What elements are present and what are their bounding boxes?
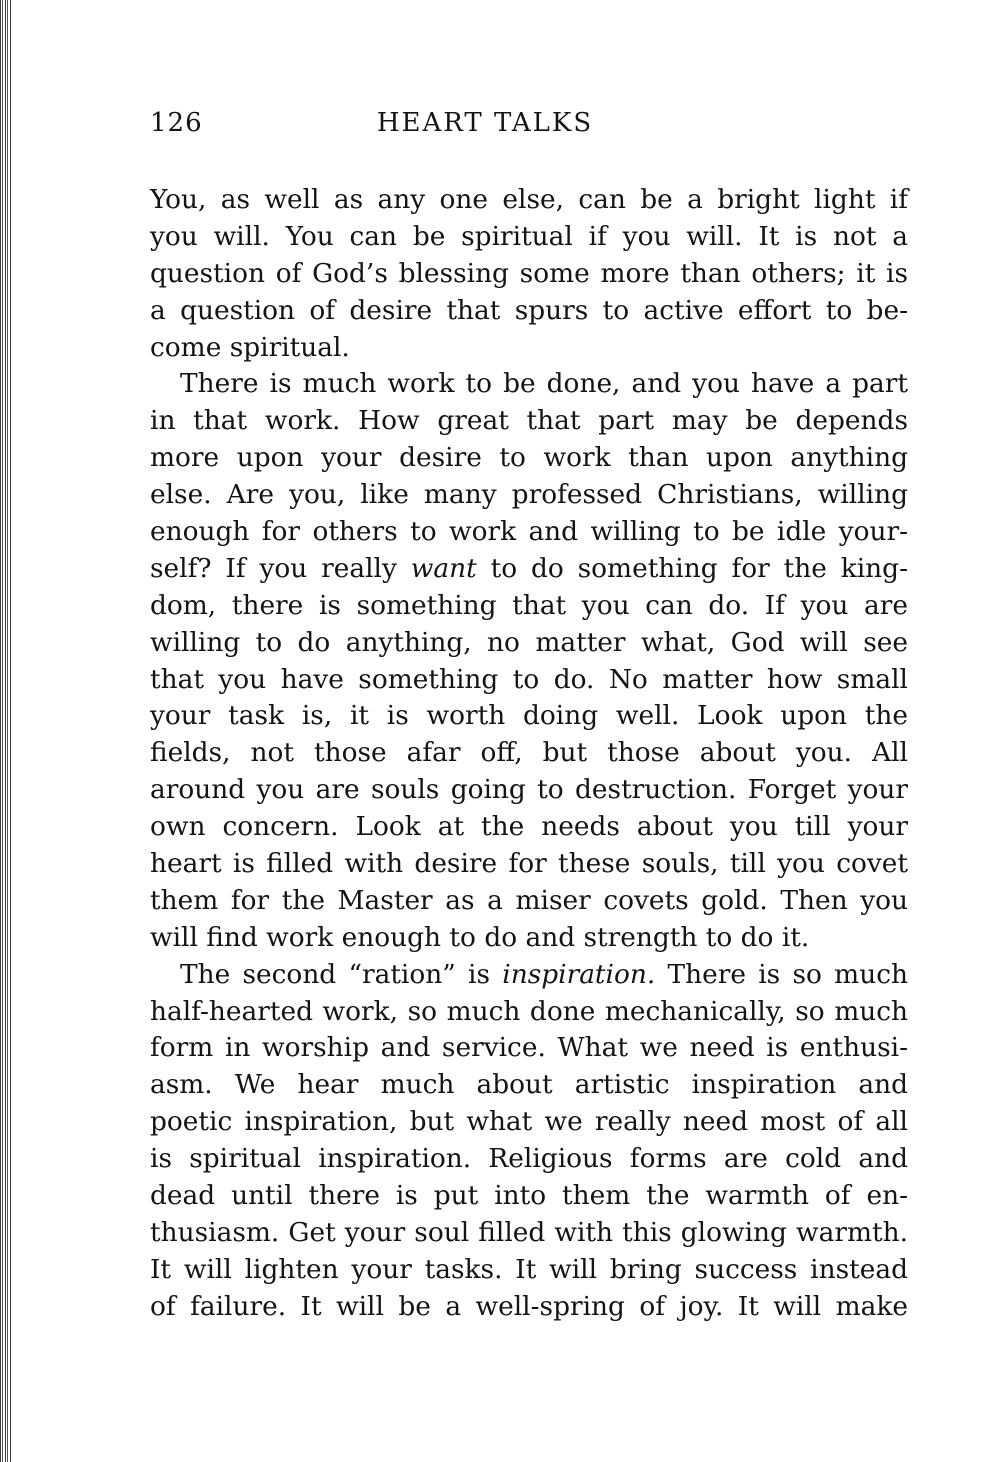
text-line: more upon your desire to work than upon anything xyxy=(150,442,908,474)
text-line: enough for others to work and willing to be idle your- xyxy=(150,516,908,548)
running-title: HEART TALKS xyxy=(376,108,594,138)
text-line: half-hearted work, so much done mechanically, so much xyxy=(150,995,908,1027)
text-line: come spiritual. xyxy=(150,331,350,363)
text-line: There is much work to be done, and you have a part xyxy=(180,368,908,400)
text-line: will find work enough to do and strength to do it. xyxy=(150,921,810,953)
text-line: else. Are you, like many professed Christians, willing xyxy=(150,479,908,511)
paragraph-3 xyxy=(150,957,908,1326)
text-line: you will. You can be spiritual if you will. It is not a xyxy=(150,220,908,252)
page-binding-edge xyxy=(0,0,12,1462)
text-segment: to do something for the king- xyxy=(476,552,908,584)
paragraph-2 xyxy=(150,366,908,956)
text-line: form in worship and service. What we need is enthusi- xyxy=(150,1032,908,1064)
text-line: is spiritual inspiration. Religious forms are cold and xyxy=(150,1143,908,1175)
text-line: asm. We hear much about artistic inspiration and xyxy=(150,1069,908,1101)
text-line: You, as well as any one else, can be a bright light if xyxy=(150,184,908,215)
text-line: them for the Master as a miser covets gold. Then you xyxy=(150,884,908,916)
emphasis-want: want xyxy=(410,552,477,584)
text-line: around you are souls going to destruction. Forget your xyxy=(150,774,908,806)
text-line: of failure. It will be a well-spring of joy. It will make xyxy=(150,1290,908,1322)
text-line: dom, there is something that you can do. If you are xyxy=(150,589,908,621)
text-line: that you have something to do. No matter how small xyxy=(150,663,908,695)
text-line: fields, not those afar off, but those about you. All xyxy=(150,737,908,769)
text-line: poetic inspiration, but what we really need most of all xyxy=(150,1106,908,1138)
text-line-with-emphasis xyxy=(150,957,908,994)
text-line-with-emphasis xyxy=(150,551,908,588)
page-number: 126 xyxy=(150,108,203,138)
body-text xyxy=(150,182,908,1326)
text-line: your task is, it is worth doing well. Look upon the xyxy=(150,700,908,732)
page-header xyxy=(150,108,910,144)
text-line: heart is filled with desire for these souls, till you covet xyxy=(150,848,908,880)
text-segment: The second “ration” is xyxy=(180,958,503,990)
text-line: willing to do anything, no matter what, God will see xyxy=(150,626,908,658)
text-line: dead until there is put into them the warmth of en- xyxy=(150,1180,908,1212)
text-line: own concern. Look at the needs about you till your xyxy=(150,811,908,843)
text-line: thusiasm. Get your soul filled with this glowing warmth. xyxy=(150,1216,908,1248)
text-segment: There is so much xyxy=(655,958,908,990)
text-line: It will lighten your tasks. It will bring success instead xyxy=(150,1253,908,1285)
text-line: a question of desire that spurs to active effort to be- xyxy=(150,294,908,326)
text-line: in that work. How great that part may be depends xyxy=(150,405,908,437)
text-line: question of God’s blessing some more than others; it is xyxy=(150,257,908,289)
text-segment: self? If you really xyxy=(150,552,411,584)
paragraph-1 xyxy=(150,182,908,366)
emphasis-inspiration: inspiration. xyxy=(502,958,656,990)
